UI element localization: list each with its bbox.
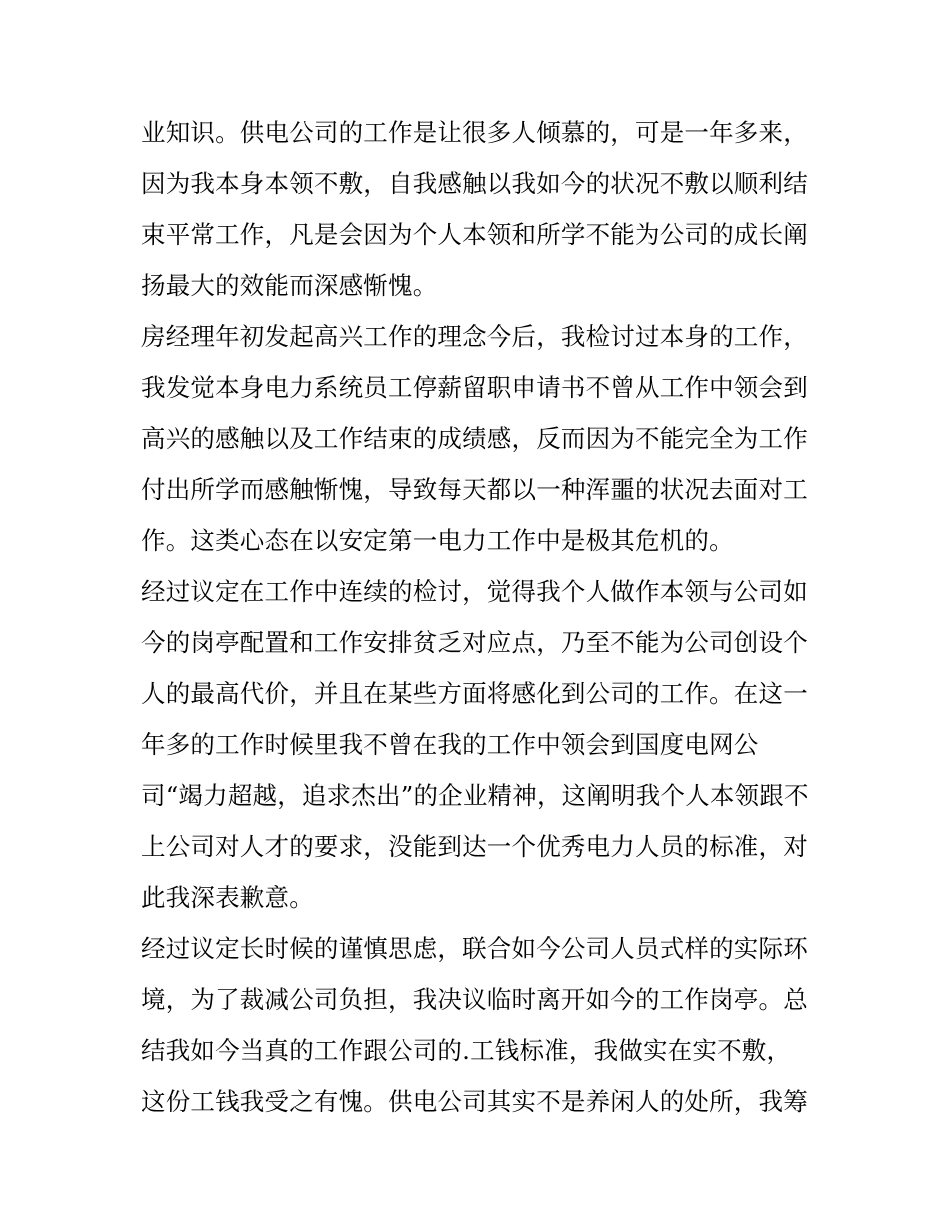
- text-line-13: 年多的工作时候里我不曾在我的工作中领会到国度电网公: [141, 730, 759, 759]
- text-line-1: 业知识。供电公司的工作是让很多人倾慕的，可是一年多来，: [141, 118, 808, 147]
- body-text: [141, 107, 821, 1127]
- text-line-8: 付出所学而感触惭愧，导致每天都以一种浑噩的状况去面对工: [141, 475, 808, 504]
- text-line-18: 境，为了裁减公司负担，我决议临时离开如今的工作岗亭。总: [141, 985, 808, 1014]
- text-line-20: 这份工钱我受之有愧。供电公司其实不是养闲人的处所，我筹: [141, 1087, 808, 1116]
- text-line-16: 此我深表歉意。: [141, 883, 314, 912]
- text-line-11: 今的岗亭配置和工作安排贫乏对应点，乃至不能为公司创设个: [141, 628, 808, 657]
- text-line-17: 经过议定长时候的谨慎思虑，联合如今公司人员式样的实际环: [141, 934, 808, 963]
- text-line-14: 司“竭力超越，追求杰出”的企业精神，这阐明我个人本领跟不: [141, 781, 809, 810]
- text-line-5: 房经理年初发起高兴工作的理念今后，我检讨过本身的工作，: [141, 322, 808, 351]
- text-line-9: 作。这类心态在以安定第一电力工作中是极其危机的。: [141, 526, 734, 555]
- text-line-7: 高兴的感触以及工作结束的成绩感，反而因为不能完全为工作: [141, 424, 808, 453]
- text-line-3: 束平常工作，凡是会因为个人本领和所学不能为公司的成长阐: [141, 220, 808, 249]
- text-line-2: 因为我本身本领不敷，自我感触以我如今的状况不敷以顺利结: [141, 169, 808, 198]
- text-line-10: 经过议定在工作中连续的检讨，觉得我个人做作本领与公司如: [141, 577, 808, 606]
- text-line-12: 人的最高代价，并且在某些方面将感化到公司的工作。在这一: [141, 679, 808, 708]
- text-line-6: 我发觉本身电力系统员工停薪留职申请书不曾从工作中领会到: [141, 373, 808, 402]
- text-line-15: 上公司对人才的要求，没能到达一个优秀电力人员的标准，对: [141, 832, 808, 861]
- text-line-4: 扬最大的效能而深感惭愧。: [141, 271, 438, 300]
- text-line-19: 结我如今当真的工作跟公司的.工钱标准，我做实在实不敷，: [141, 1036, 792, 1065]
